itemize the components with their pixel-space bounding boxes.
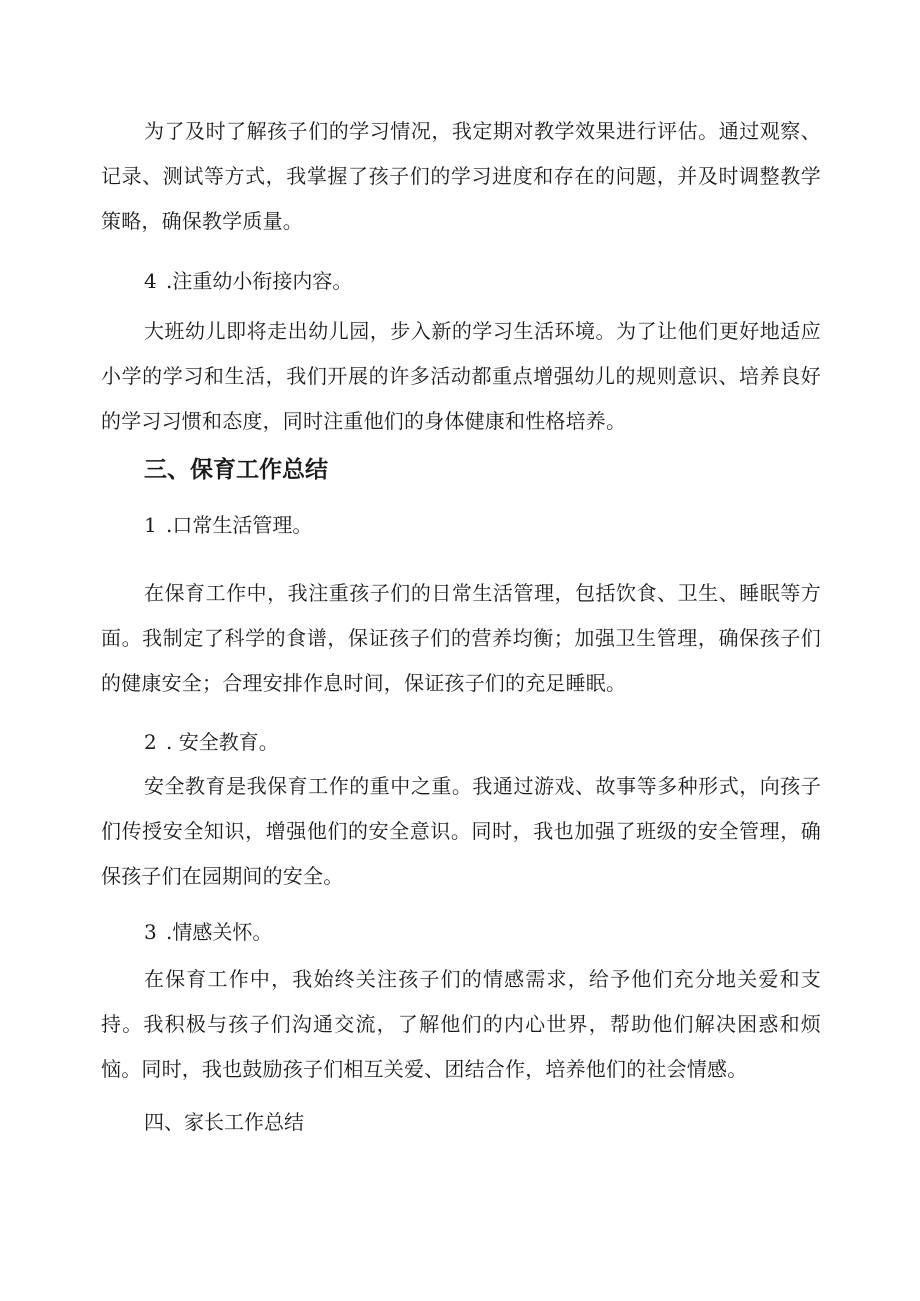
paragraph-emotional-care: 在保育工作中，我始终关注孩子们的情感需求，给予他们充分地关爱和支持。我积极与孩子们沟通交流，了解他们的内心世界，帮助他们解决困惑和烦恼。同时，我也鼓励孩子们相互关爱、团结合作，培养他们的社会情感。 bbox=[101, 967, 821, 1081]
list-item-number: 3 bbox=[144, 920, 157, 944]
paragraph-safety: 安全教育是我保育工作的重中之重。我通过游戏、故事等多种形式，向孩子们传授安全知识，增强他们的安全意识。同时，我也加强了班级的安全管理，确保孩子们在园期间的安全。 bbox=[101, 774, 821, 888]
paragraph-transition: 大班幼儿即将走出幼儿园，步入新的学习生活环境。为了让他们更好地适应小学的学习和生活，我们开展的许多活动都重点增强幼儿的规则意识、培养良好的学习习惯和态度，同时注重他们的身体健康和性格培养。 bbox=[101, 319, 821, 433]
list-item-label: . 安全教育。 bbox=[166, 730, 279, 754]
paragraph-daily-life: 在保育工作中，我注重孩子们的日常生活管理，包括饮食、卫生、睡眠等方面。我制定了科学的食谱，保证孩子们的营养均衡；加强卫生管理，确保孩子们的健康安全；合理安排作息时间，保证孩子们的充足睡眠。 bbox=[101, 581, 821, 695]
list-item-number: 4 bbox=[144, 269, 157, 293]
list-item-label: .口常生活管理。 bbox=[166, 513, 313, 537]
section-heading-parents: 四、家长工作总结 bbox=[144, 1110, 304, 1134]
list-item-number: 1 bbox=[144, 513, 157, 537]
list-item-number: 2 bbox=[144, 730, 157, 754]
list-item-safety bbox=[144, 727, 279, 757]
list-item-transition bbox=[144, 266, 352, 296]
list-item-label: .注重幼小衔接内容。 bbox=[166, 269, 353, 293]
list-item-emotional-care bbox=[144, 917, 272, 947]
list-item-daily-life bbox=[144, 510, 312, 540]
paragraph-evaluation: 为了及时了解孩子们的学习情况，我定期对教学效果进行评估。通过观察、记录、测试等方式，我掌握了孩子们的学习进度和存在的问题，并及时调整教学策略，确保教学质量。 bbox=[101, 119, 821, 233]
section-heading-care: 三、保育工作总结 bbox=[144, 457, 328, 483]
list-item-label: .情感关怀。 bbox=[166, 920, 273, 944]
